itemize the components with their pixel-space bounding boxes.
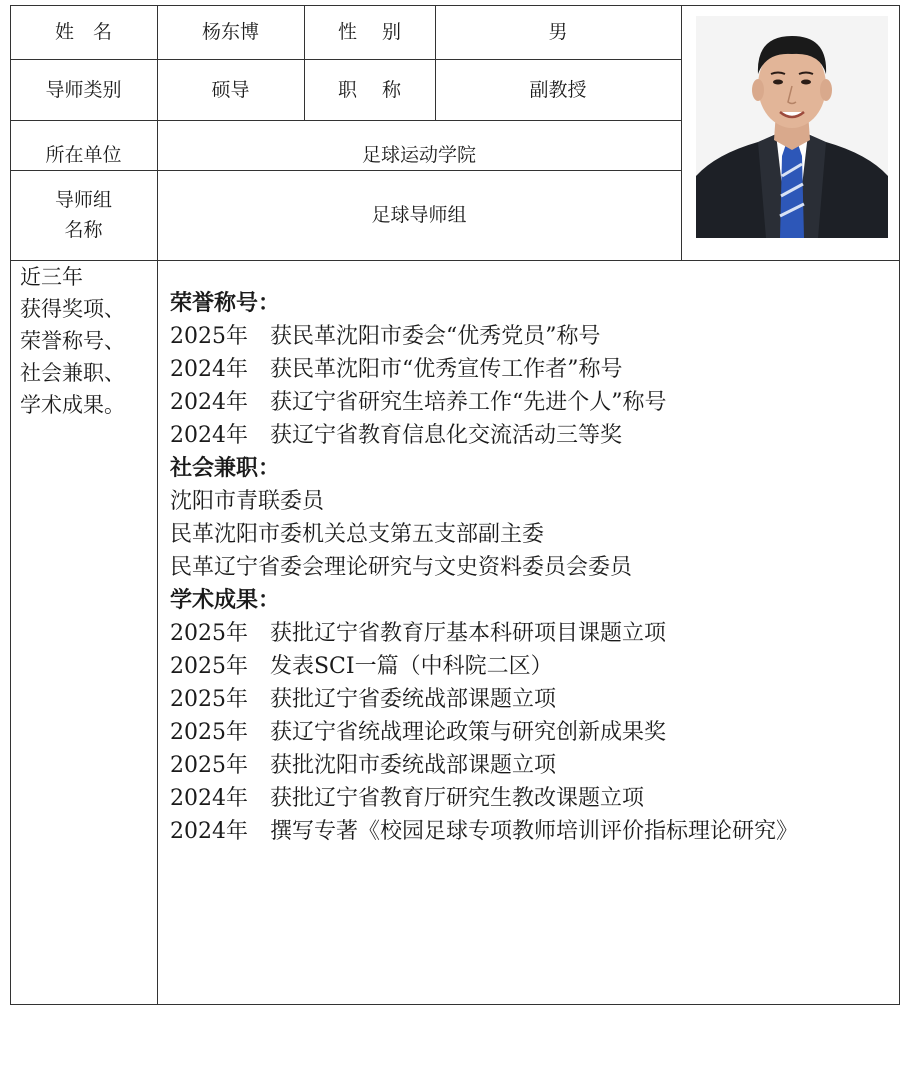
group-label <box>10 170 157 260</box>
achievements-content <box>170 287 798 848</box>
group-value: 足球导师组 <box>371 204 467 226</box>
achievements-label-line: 近三年 <box>20 265 83 289</box>
honor-item: 2024年 获民革沈阳市“优秀宣传工作者”称号 <box>170 357 623 382</box>
academic-item: 2024年 撰写专著《校园足球专项教师培训评价指标理论研究》 <box>170 819 798 844</box>
academic-heading: 学术成果： <box>170 587 281 613</box>
academic-item: 2025年 获批辽宁省委统战部课题立项 <box>170 687 556 712</box>
name-label: 姓 名 <box>54 21 112 43</box>
name-value: 杨东博 <box>201 21 259 43</box>
academic-item: 2025年 发表SCI一篇（中科院二区） <box>170 654 553 679</box>
honor-item: 2024年 获辽宁省研究生培养工作“先进个人”称号 <box>170 390 667 415</box>
unit-value: 足球运动学院 <box>361 144 476 166</box>
achievements-label <box>10 261 157 1004</box>
border-right <box>899 5 900 1005</box>
honor-item: 2024年 获辽宁省教育信息化交流活动三等奖 <box>170 423 622 448</box>
title-label: 职 称 <box>337 78 402 101</box>
portrait-photo <box>696 16 888 238</box>
tutor-type-label: 导师类别 <box>45 78 122 101</box>
honor-item: 2025年 获民革沈阳市委会“优秀党员”称号 <box>170 324 601 349</box>
gender-value: 男 <box>548 21 568 43</box>
social-roles-heading: 社会兼职： <box>170 455 281 481</box>
unit-label: 所在单位 <box>45 144 122 166</box>
academic-item: 2025年 获批辽宁省教育厅基本科研项目课题立项 <box>170 621 666 646</box>
group-label-line1: 导师组 <box>54 189 112 211</box>
border-bottom <box>10 1004 900 1005</box>
achievements-label-line: 荣誉称号、 <box>20 329 125 353</box>
gender-label: 性 别 <box>337 21 402 43</box>
col-divider-photo <box>681 5 682 260</box>
academic-item: 2025年 获辽宁省统战理论政策与研究创新成果奖 <box>170 720 666 745</box>
group-label-line2: 名称 <box>64 219 103 241</box>
row-divider-2 <box>10 120 681 121</box>
social-role-item: 民革沈阳市委机关总支第五支部副主委 <box>170 522 545 547</box>
academic-item: 2025年 获批沈阳市委统战部课题立项 <box>170 753 556 778</box>
title-value: 副教授 <box>529 78 587 101</box>
achievements-label-line: 社会兼职、 <box>20 361 125 385</box>
portrait-illustration <box>696 16 888 238</box>
social-role-item: 民革辽宁省委会理论研究与文史资料委员会委员 <box>170 555 633 580</box>
tutor-info-table <box>10 5 900 1005</box>
tutor-type-value: 硕导 <box>211 78 250 101</box>
honors-heading: 荣誉称号： <box>170 290 281 316</box>
social-role-item: 沈阳市青联委员 <box>170 489 325 514</box>
achievements-label-line: 获得奖项、 <box>20 297 125 321</box>
academic-item: 2024年 获批辽宁省教育厅研究生教改课题立项 <box>170 786 644 811</box>
achievements-label-line: 学术成果。 <box>20 393 125 417</box>
